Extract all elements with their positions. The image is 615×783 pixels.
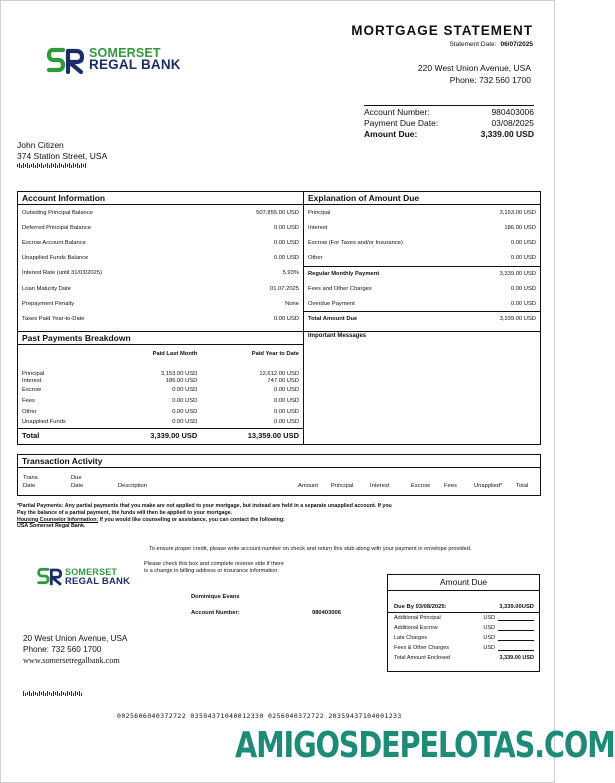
explanation-rows <box>304 205 540 327</box>
col-total: Total <box>516 483 529 489</box>
explanation-row-label: Total Amount Due <box>308 316 358 323</box>
watermark: AMIGOSDEPELOTAS.COM <box>235 725 615 766</box>
address-change-note: Please check this box and complete reverse side if there is a change in billing address or insurance information. <box>144 561 284 574</box>
col-due: Due <box>71 475 82 481</box>
col-description: Description <box>118 483 147 489</box>
amount-due-line: Additional Escrow USD <box>388 623 539 633</box>
important-messages-heading: Important Messages <box>308 333 367 339</box>
transaction-activity-section <box>17 454 541 496</box>
stub-bank-street: 20 West Union Avenue, USA <box>23 634 128 643</box>
past-payment-row: Principal 3,153.00 USD 12,612.00 USD <box>22 370 299 377</box>
stub-bank-phone: Phone: 732 560 1700 <box>23 645 102 654</box>
amount-entry-field[interactable] <box>498 645 534 651</box>
amount-due-line: Additional Principal USD <box>388 613 539 623</box>
explanation-row-value: 0.00 USD <box>510 300 536 307</box>
col-interest: Interest <box>370 483 390 489</box>
past-payment-row: Interest 186.00 USD 747.00 USD <box>22 377 299 384</box>
partial-payment-note: *Partial Payments: Any partial payments that you make are not applied to your mortgage, but instead are held in a separate unapplied account. If you <box>17 503 392 509</box>
account-info-row-label: Escrow Account Balance <box>22 239 86 246</box>
customer-street: 374 Station Street, USA <box>17 150 108 161</box>
account-info-row <box>18 220 303 235</box>
explanation-row <box>304 235 540 250</box>
account-info-row-value: 01.07.2025 <box>269 285 299 292</box>
account-information-rows <box>18 205 303 327</box>
postal-barcode <box>17 163 87 168</box>
past-payments-table <box>18 345 303 442</box>
past-payment-row: Other 0.00 USD 0.00 USD <box>22 408 299 415</box>
account-info-row-label: Loan Maturity Date <box>22 285 71 292</box>
account-info-row-value: 507,855.00 USD <box>256 209 299 216</box>
due-by-row: Due By 03/08/2025: 3,339.00USD <box>388 601 539 613</box>
past-payment-row: Fees 0.00 USD 0.00 USD <box>22 397 299 404</box>
account-info-row-value: None <box>285 300 299 307</box>
account-number-row: Account Number: 980403006 <box>364 107 534 117</box>
col-due-date: Date <box>71 483 84 489</box>
statement-date <box>331 41 533 48</box>
explanation-row-value: 3,153.00 USD <box>499 209 536 216</box>
account-info-row <box>18 281 303 296</box>
sr-logo-icon <box>37 566 63 586</box>
col-trans: Trans. <box>23 475 40 481</box>
account-info-row-label: Taxes Paid Year-to-Date <box>22 315 85 322</box>
transaction-columns <box>18 468 540 494</box>
explanation-row <box>304 220 540 235</box>
bank-website: www.somersetregalbank.com <box>23 656 120 665</box>
col-fees: Fees <box>444 483 457 489</box>
payment-due-row: Payment Due Date: 03/08/2025 <box>364 118 534 128</box>
explanation-row-label: Interest <box>308 224 328 231</box>
col-paid-year-to-date: Paid Year to Date <box>251 350 299 357</box>
counselor-org: USA Somerset Regal Bank. <box>17 523 86 530</box>
payment-notes <box>17 503 537 530</box>
sr-logo-icon <box>47 45 85 75</box>
counselor-note: Housing Counselor Information: If you would like counseling or assistance, you can contact the following: <box>17 516 285 523</box>
explanation-row-label: Fees and Other Charges <box>308 285 372 292</box>
account-info-row-label: Interest Rate (until 31/03/2025) <box>22 270 102 277</box>
amount-due-rows <box>388 613 539 653</box>
account-information-heading: Account Information <box>18 192 303 205</box>
explanation-row-label: Overdue Payment <box>308 300 355 307</box>
important-messages-section <box>304 332 540 444</box>
amount-entry-field[interactable] <box>498 625 534 631</box>
explanation-row-value: 3,339.00 USD <box>499 316 536 323</box>
amount-entry-field[interactable] <box>498 615 534 621</box>
explanation-row-label: Escrow (For Taxes and/or Insurance) <box>308 239 403 246</box>
amount-due-heading: Amount Due <box>388 575 539 591</box>
total-enclosed-row: Total Amount Enclosed 3,339.00 USD <box>394 655 534 661</box>
account-info-row <box>18 296 303 311</box>
stub-account-number: Account Number: 980403006 <box>191 610 341 616</box>
past-payments-heading: Past Payments Breakdown <box>18 332 303 345</box>
amount-due-row: Amount Due: 3,339.00 USD <box>364 129 534 139</box>
bank-logo <box>47 45 197 75</box>
explanation-row <box>304 205 540 220</box>
past-payments-section <box>18 332 304 444</box>
explanation-row-value: 186.00 USD <box>504 224 536 231</box>
stub-postal-barcode <box>23 691 83 696</box>
statement-details <box>17 191 541 445</box>
account-info-row <box>18 235 303 250</box>
account-info-row-value: 5.93% <box>282 270 299 277</box>
past-payment-row: Unapplied Funds 0.00 USD 0.00 USD <box>22 419 299 426</box>
stub-bank-logo <box>37 566 147 588</box>
account-info-row-label: Outsiding Principal Balance <box>22 209 93 216</box>
account-info-row-label: Deferred Principal Balance <box>22 224 91 231</box>
statement-date-value: 06/07/2025 <box>500 41 533 48</box>
logo-wordmark: SOMERSET REGAL BANK <box>89 46 181 72</box>
explanation-row-value: 3,339.00 USD <box>499 270 536 277</box>
transaction-activity-heading: Transaction Activity <box>18 455 540 468</box>
bank-address-block <box>331 62 531 86</box>
stub-bank-address <box>23 633 127 666</box>
account-info-row <box>18 251 303 266</box>
amount-entry-field[interactable] <box>498 635 534 641</box>
explanation-row <box>304 281 540 296</box>
account-info-row-value: 0.00 USD <box>273 239 299 246</box>
customer-name: John Citizen <box>17 140 64 150</box>
explanation-row-label: Regular Monthly Payment <box>308 270 380 277</box>
explanation-row-label: Principal <box>308 209 331 216</box>
document-title: MORTGAGE STATEMENT <box>351 23 533 38</box>
account-info-row <box>18 266 303 281</box>
explanation-section <box>304 192 540 332</box>
account-info-row-label: Unapplied Funds Balance <box>22 255 89 262</box>
col-principal: Principal <box>331 483 354 489</box>
explanation-row-value: 0.00 USD <box>510 285 536 292</box>
amount-due-box <box>387 574 540 672</box>
explanation-row-label: Other <box>308 255 323 262</box>
ocr-scan-line: 0025606040372722 03594371040012330 0256040372722 20359437104001233 <box>117 712 402 720</box>
account-info-row-label: Prepayment Penalty <box>22 300 75 307</box>
account-summary <box>364 105 534 140</box>
account-info-row-value: 0.00 USD <box>273 315 299 322</box>
bank-phone: Phone: 732 560 1700 <box>449 75 531 85</box>
past-payments-header-row <box>18 345 303 359</box>
amount-due-line: Late Charges USD <box>388 633 539 643</box>
account-info-row <box>18 311 303 326</box>
col-trans-date: Date <box>23 483 36 489</box>
col-amount: Amount <box>298 483 318 489</box>
stub-logo-wordmark: SOMERSET REGAL BANK <box>65 567 131 587</box>
explanation-row <box>304 266 540 281</box>
explanation-row <box>304 311 540 326</box>
explanation-row <box>304 251 540 266</box>
explanation-row <box>304 296 540 311</box>
account-information-section <box>18 192 304 332</box>
customer-address <box>17 140 107 161</box>
col-paid-last-month: Paid Last Month <box>152 350 198 357</box>
amount-due-line: Fees & Other Charges USD <box>388 643 539 653</box>
stub-instructions: To ensure proper credit, please write account number on check and return this stub along with your payment in envelope provided. <box>149 546 472 552</box>
explanation-row-value: 0.00 USD <box>510 255 536 262</box>
explanation-row-value: 0.00 USD <box>510 239 536 246</box>
bank-address: 220 West Union Avenue, USA <box>417 63 531 73</box>
explanation-heading: Explanation of Amount Due <box>304 192 540 205</box>
account-info-row-value: 0.00 USD <box>273 255 299 262</box>
col-unapplied: Unapplied* <box>474 483 503 489</box>
col-escrow: Escrow <box>411 483 431 489</box>
account-info-row <box>18 205 303 220</box>
statement-date-label: Statement Date: <box>449 41 497 48</box>
past-payments-total-row: Total 3,339.00 USD 13,359.00 USD <box>18 428 303 442</box>
stub-customer-name: Dominique Evans <box>191 594 240 600</box>
account-info-row-value: 0.00 USD <box>273 224 299 231</box>
past-payment-row: Escrow 0.00 USD 0.00 USD <box>22 386 299 393</box>
partial-payment-note-cont: Pay the balance of a partial payment, the funds will then be applied to your mortgage. <box>17 509 233 516</box>
